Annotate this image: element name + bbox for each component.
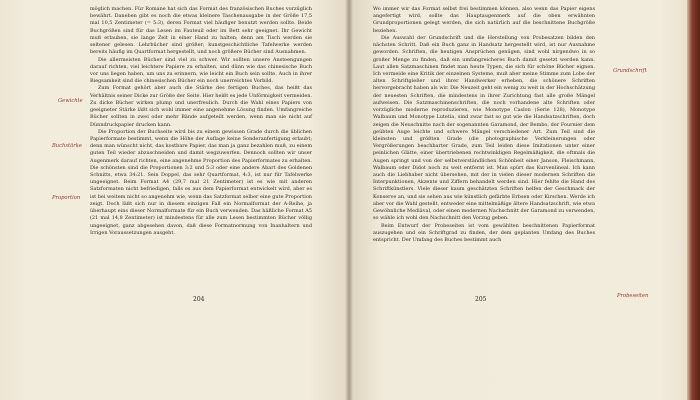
left-page	[0, 0, 349, 400]
page-number-right: 205	[475, 296, 487, 303]
margin-note-buchstaerke: Buchstärke	[52, 143, 82, 149]
right-page	[349, 0, 687, 400]
margin-note-grundschrift: Grundschrift	[613, 68, 647, 74]
right-paragraph: Die Auswahl der Grundschrift und die Herstellung von Probesatzen bilden den nächsten Schritt. Daß ein Buch ganz in Handsatz hergestellt wird, ist nur Ausnahme geworden. Schriften, die heutigen Ansprüchen genügen, sind wohl nirgendwo in so großer Menge zu finden, daß ein umfangreicheres Buch damit gesetzt werden kann. Laut allen Satzmaschinen findet man heute Typen, die sich für schöne Bücher eignen. Ich vermeide eine Kritik der einzelnen Systeme, muß aber meine Stimme zum Lobe der alten Schriftgießer und ihrer Handwerker erheben, die schönere Schriften hervorgebracht haben als wir. Die Neuzeit geht ein wenig zu weit in der Hochschätzung der neuesten Schriften, die mindestens in ihrer Zurichtung fast alle große Mängel aufweisen. Die Satzmaschinenschriften, die noch vorhandene alte Schriften oder vorzügliche moderne reproduzieren, wie Monotype Caslon (Serie 128), Monotype Walbaum und Monotype Lutetia, sind zwar fast so gut wie die Handsatzschriften, doch zeigen die Neuschnitte nach der sogenannten Garamond, der Bembo, der Fournier dem geübten Auge leichte und schwere Mängel verschiedener Art. Zum Teil sind die kleinsten und größten Grade (die photographische Verkleinerungen oder Vergrößerungen beachbarter Grade, zum Teil leiden diese Imitationen unter einer peinlichen Glätte, einer übertriebenen rechtwinkligen Regelmäßigkeit, die oftmals die Augen springt und von der selbstverständlichen Schönheit einer Janson, Fleischmann, Walbaum oder Didot noch zu weit entfernt ist. Man spürt das Kurvenlineal. Ich kann auch die Liebhaber nicht übersehen, mit der in vielen dieser modernen Schriften die Interpunktionen, Akzente und Ziffern behandelt werden sind. Hier fehlte die Hand des Schriftkünstlers. Viele dieser kaum geschätzten Schriften helfen der Geschmack der Konserve an, und sie sehen aus wie künstlich gefärbte Erbsen oder Kirschen. Werde ich aber vor die Wahl gestellt, entweder eine mittelmäßige ältere Handsatzschrift, wie etwa Gewöhnliche Mediäval, oder einen modernen Nachschnitt der Garamond zu verwenden, so wähle ich wohl den Nachschnitt den Vorzug geben.	[373, 34, 595, 222]
book-cover-edge	[687, 0, 700, 400]
left-page-text	[90, 6, 312, 237]
right-paragraph: Beim Entwurf der Probeseiten ist vom gewählten beschnittenen Papierformat auszugehen und ein Schriftgrad zu finden, der dem geplanten Umfang des Buches entspricht. Der Umfang des Buches bestimmt auch	[373, 222, 595, 243]
left-paragraph: Zum Format gehört aber auch die Stärke des fertigen Buches, das heißt das Verhältnis seiner Dicke zur Größe der Seite. Hier heißt es jede Unförmigkeit vermeiden. Zu dicke Bücher wirken plump und unerfreulich. Durch die Wahl eines Papiers von geeigneter Stärke läßt sich wohl immer eine angenehme Lösung finden. Umfangreiche Bücher sollten in zwei oder mehr Bände aufgeteilt werden, wenn man sie nicht auf Dünndruckpapier drucken kann.	[90, 85, 312, 128]
left-paragraph: möglich machen. Für Romane hat sich das Format des französischen Buches vorzüglich bewährt. Daneben gibt es noch die etwas kleinere Taschenausgabe in der Größe 17,5 mal 10,5 Zentimeter (= 5:3), deren Format viel häufiger benutzt werden sollte. Beide Buchgrößen sind für das Lesen im Fauteuil oder im Bett sehr geeignet. Ihr Gewicht muß erlauben, sie lange Zeit in einer Hand zu halten; denn am Tisch werden sie seltener gelesen. Lehrbücher sind größer; kunstgeschichtliche Tafelwerke werden bereits häufig im Quartformat hergestellt, und noch größere Bücher sind Ausnahmen.	[90, 6, 312, 56]
book-gutter	[345, 0, 353, 400]
margin-note-probeseiten: Probeseiten	[617, 293, 649, 299]
page-number-left: 204	[193, 296, 205, 303]
right-page-text	[373, 6, 595, 244]
left-paragraph: Die Proportion der Buchseite wird bis zu einem gewissen Grade durch die üblichen Papierformate bestimmt, wenn die Höhe der Auflage keine Sonderanfertigung erlaubt; denn man wünscht nicht, das kostbare Papier, das man ja ganz bezahlen muß, zu einem guten Teil wieder abzuschneiden und damit wegzuwerfen. Dennoch sollten wir unser Augenmerk darauf richten, eine angenehme Proportion des Papierformates zu erhalten. Die schönsten sind die Proportionen 3:2 und 5:3 oder eine andere Abart des Goldenen Schnitts, etwa 34:21. Sein Doppel, das sehr Quartformat, 4:3, ist nur für Tafelwerke ungeeignet. Beim Format A4 (29,7 mal 21 Zentimeter) ist es wie mit anderen Satzformaten nicht befriedigen, falls es aus dem Papierformat entwickelt wird, aber es ist bei weitem nicht so angenehm wie, wenn das Satzformat selber eine gute Proportion zeigt. Doch läßt sich nur in diesem einzigen Fall ein Normalformat der A-Reihe, ja überhaupt eins dieser Normalformate für ein Buch verwenden. Das häßliche Format A5 (21 mal 14,8 Zentimeter) ist mindestens für alle zum Lesen bestimmten Bücher völlig ungeeignet, ganz abgesehen davon, daß diese Formatnormung von Inanhaltern und Irrigen Voraussetzungen ausgeht.	[90, 128, 312, 236]
right-paragraph: Wo immer wir das Format selbst frei bestimmen können, also wenn das Papier eigens angefertigt wird, sollte das Hauptaugenmerk auf die oben erwähnten Grundproportionen gelegt werden, die sich natürlich auf die beschnittene Buchgröße beziehen.	[373, 6, 595, 34]
margin-note-proportion: Proportion	[52, 195, 81, 201]
margin-note-gewichte: Gewichte	[58, 98, 83, 104]
left-paragraph: Die allermeisten Bücher sind viel zu schwer. Wir sollten unsere Ansteengungen darauf richten, viel leichtere Papiere zu erhalten, und dünn wie das chinesische Buch vor uns liegen haben, um uns zu erinnern, wie leicht ein Buch sein sollte. Auch in ihrer Biegsamkeit sind die chinesischen Bücher ein noch unerreichtes Vorbild.	[90, 56, 312, 85]
